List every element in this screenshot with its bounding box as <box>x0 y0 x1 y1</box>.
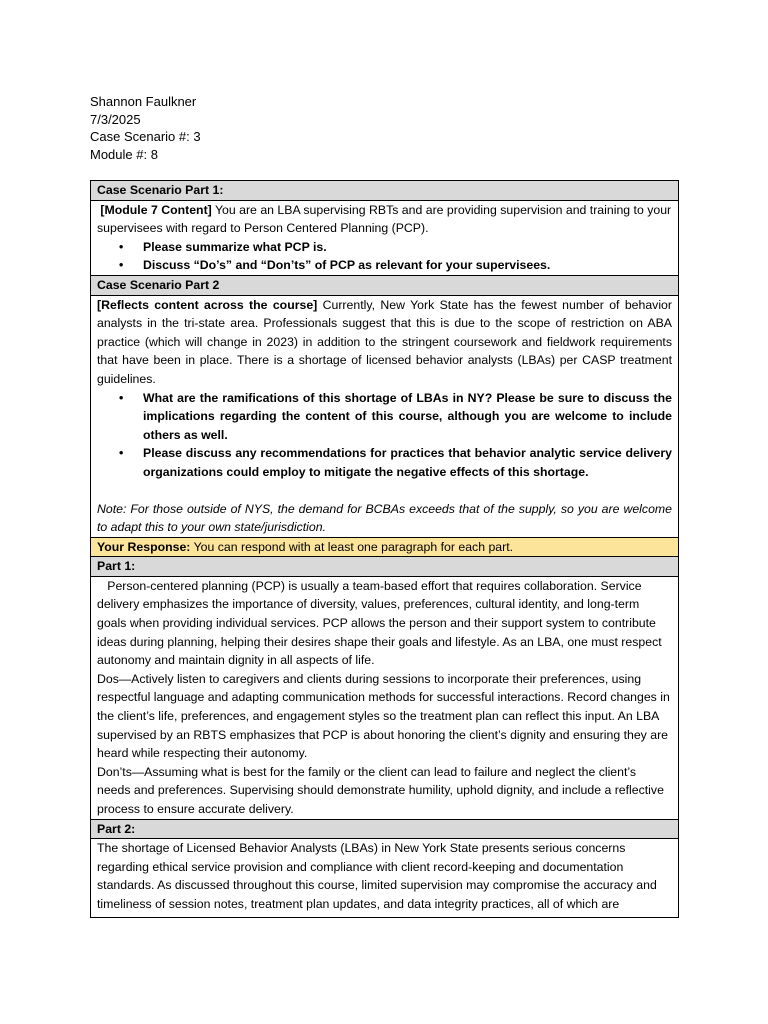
part2-prompt-description: Currently, New York State has the fewest number of behavior analysts in the tri-state area. Professionals suggest that this is due to the scope of restriction on ABA practice (which will change in 2023) in addition to the stringent coursework and fieldwork requirements that have been in place. There is a shortage of licensed behavior analysts (LBAs) per CASP treatment guidelines. <box>97 297 672 386</box>
part1-prompt-description: You are an LBA supervising RBTs and are providing supervision and training to your supervisees with regard to Person Centered Planning (PCP). <box>97 202 672 236</box>
part1-prompt-body <box>91 200 679 275</box>
part2-prompt-body <box>91 295 679 537</box>
part2-prompt-lead: [Reflects content across the course] <box>97 297 318 312</box>
part1-prompt-lead: [Module 7 Content] <box>100 202 212 217</box>
part2-bullet: • Please discuss any recommendations for practices that behavior analytic service delivery organizations could employ to mitigate the negative effects of this shortage. <box>143 444 672 481</box>
part1-prompt-text <box>97 201 672 238</box>
author-name: Shannon Faulkner <box>90 94 197 109</box>
document-header <box>90 93 201 163</box>
part1-response-paragraph-text: Person-centered planning (PCP) is usually a team-based effort that requires collaboration. Service delivery emphasizes the importance of diversity, values, preferences, cultural identity, and long-term goals when providing individual services. PCP allows the person and their support system to contribute ideas during planning, helping their desires shape their goals and lifestyle. As an LBA, one must respect autonomy and maintain dignity in all aspects of life. <box>97 578 662 668</box>
part2-response-clip <box>97 839 672 917</box>
part1-response-donts: Don’ts—Assuming what is best for the family or the client can lead to failure and neglect the client’s needs and preferences. Supervising should demonstrate humility, uphold dignity, and include a reflective process to ensure accurate delivery. <box>97 764 664 816</box>
part2-bullet: • What are the ramifications of this shortage of LBAs in NY? Please be sure to discuss the implications regarding the content of this course, although you are welcome to include others as well. <box>143 389 672 445</box>
part2-prompt-note: Note: For those outside of NYS, the demand for BCBAs exceeds that of the supply, so you are welcome to adapt this to your own state/jurisdiction. <box>97 501 672 535</box>
part1-bullet: • Discuss “Do’s” and “Don’ts” of PCP as relevant for your supervisees. <box>143 256 672 275</box>
part1-response-body <box>91 576 679 819</box>
response-instruction-bar <box>91 537 679 557</box>
part2-prompt-bullets <box>97 389 672 482</box>
part2-prompt-heading: Case Scenario Part 2 <box>91 275 679 295</box>
part1-prompt-heading: Case Scenario Part 1: <box>91 181 679 201</box>
part1-response-dos: Dos—Actively listen to caregivers and clients during sessions to incorporate their preferences, using respectful language and adapting communication methods for successful interactions. Record changes in the client’s life, preferences, and engagement styles so the treatment plan can reflect this input. An LBA supervised by an RBTS emphasizes that PCP is about honoring the client’s dignity and ensuring they are heard while respecting their autonomy. <box>97 671 670 761</box>
response-label: Your Response: <box>97 539 191 554</box>
part1-response-heading: Part 1: <box>91 557 679 577</box>
case-scenario-number: Case Scenario #: 3 <box>90 129 201 144</box>
document-date: 7/3/2025 <box>90 111 141 127</box>
part1-prompt-bullets <box>97 238 672 275</box>
response-instruction: You can respond with at least one paragraph for each part. <box>190 539 514 554</box>
part2-response-heading: Part 2: <box>91 819 679 839</box>
part2-response-paragraph: The shortage of Licensed Behavior Analysts (LBAs) in New York State presents serious concerns regarding ethical service provision and compliance with client record-keeping and documentation standards. As discussed throughout this course, limited supervision may compromise the accuracy and timeliness of session notes, treatment plan updates, and data integrity practices, all of which are <box>97 841 657 911</box>
part1-bullet: • Please summarize what PCP is. <box>143 238 672 257</box>
part1-response-paragraph <box>97 577 672 670</box>
spacer <box>97 482 672 500</box>
part2-response-body <box>91 839 679 918</box>
part2-prompt-text <box>97 296 672 389</box>
case-scenario-table <box>90 180 679 918</box>
module-number: Module #: 8 <box>90 146 158 162</box>
